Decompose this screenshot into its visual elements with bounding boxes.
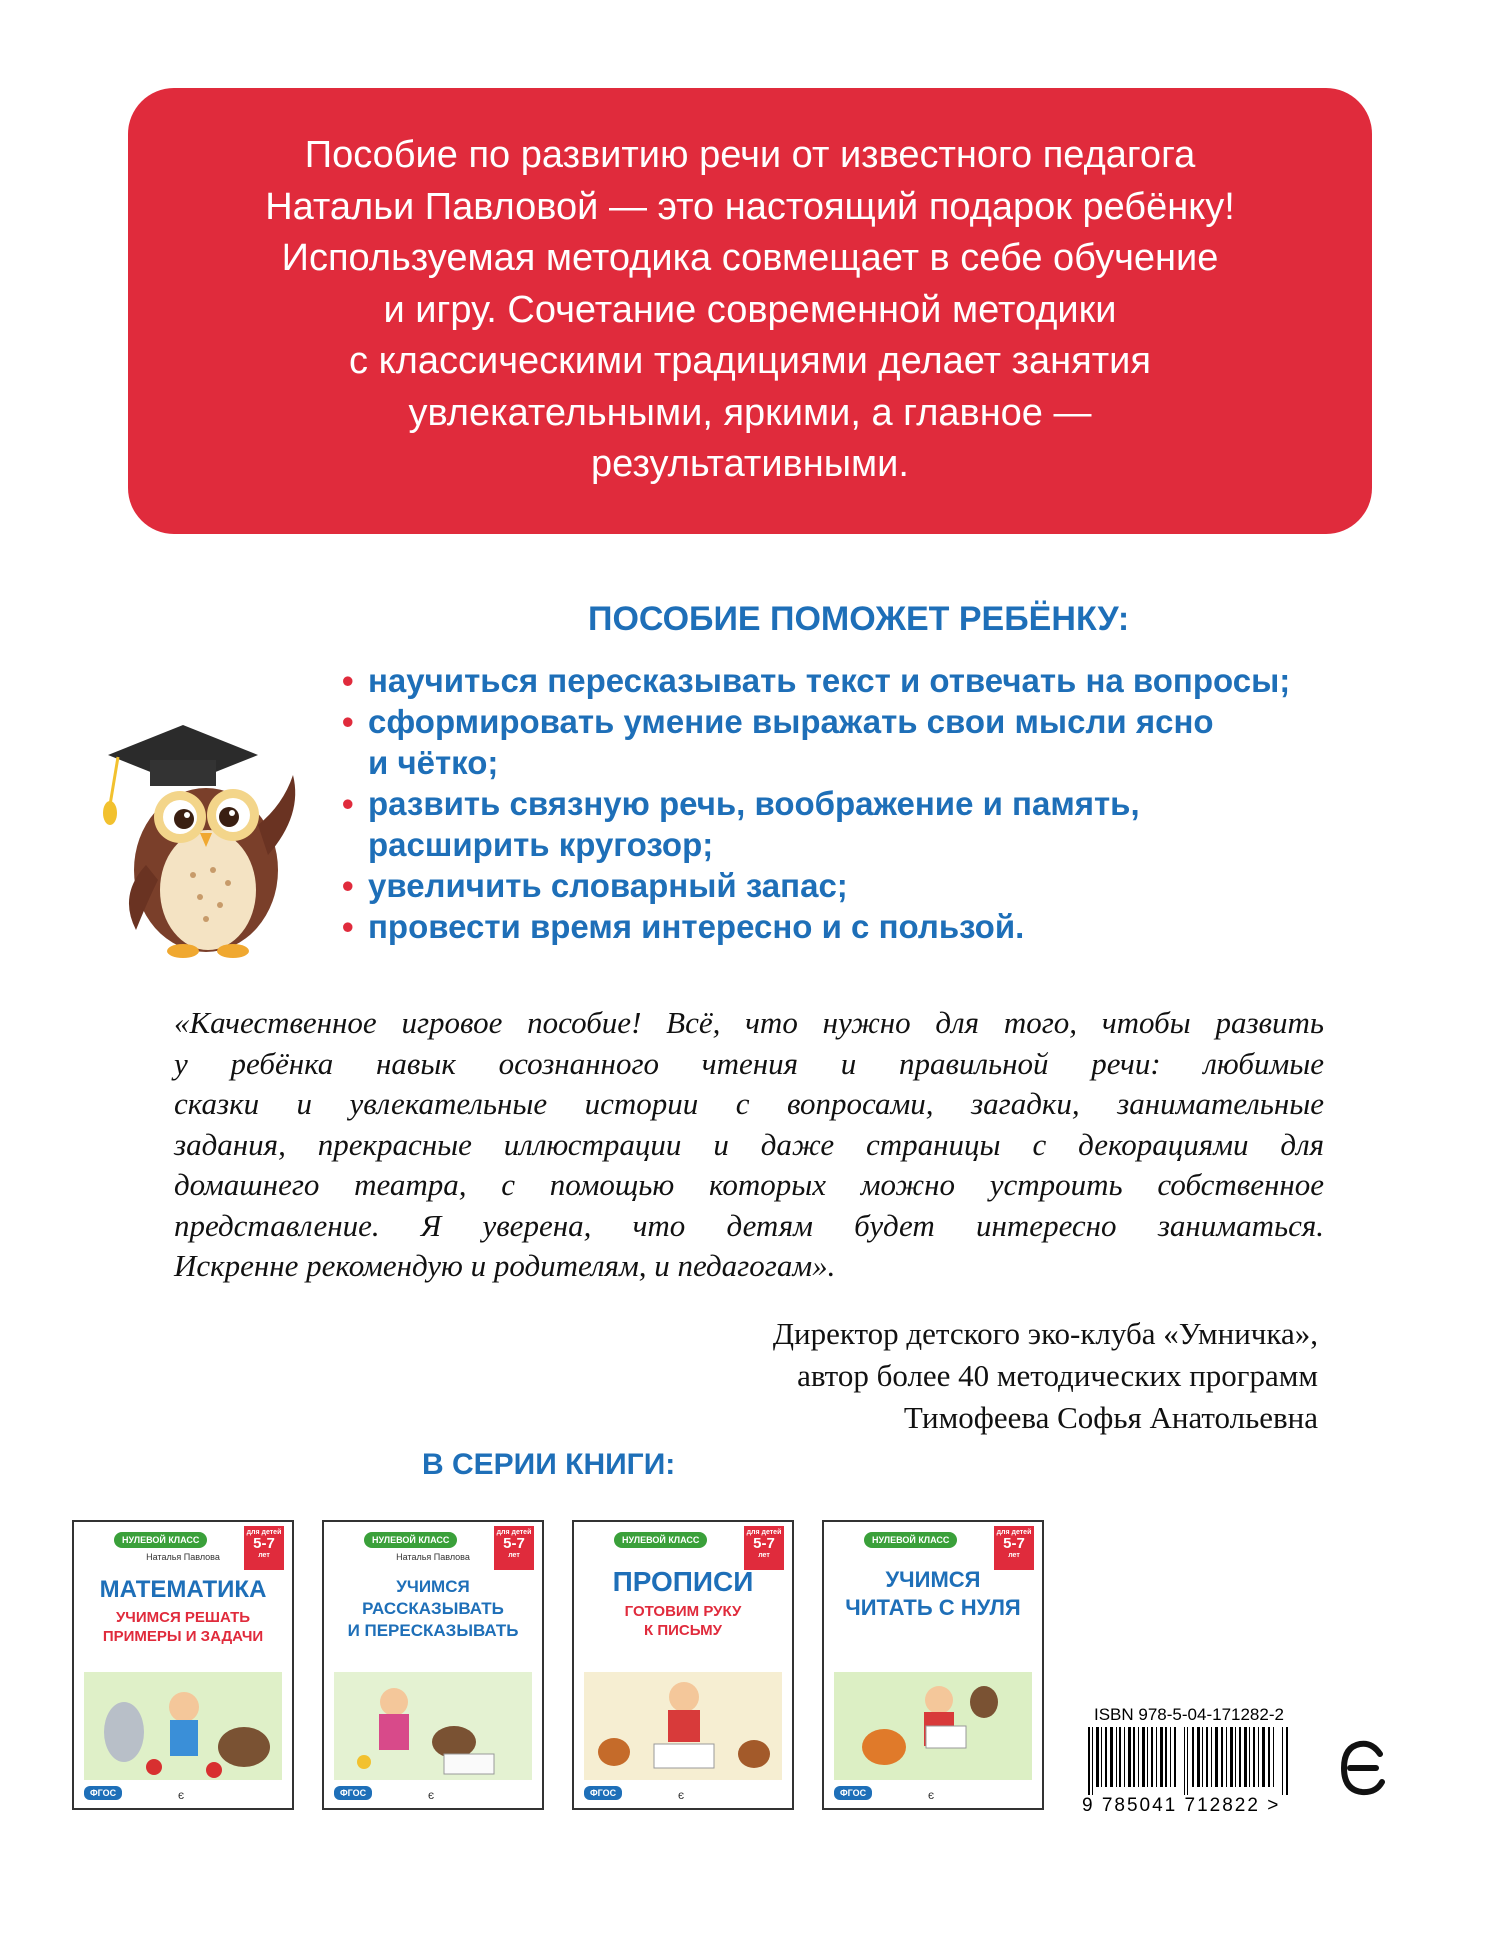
age-range: 5-7 <box>253 1535 275 1552</box>
age-badge <box>744 1526 784 1570</box>
benefit-text: расширить кругозор; <box>368 826 714 863</box>
help-heading: ПОСОБИЕ ПОМОЖЕТ РЕБЁНКУ: <box>588 600 1130 638</box>
intro-line: Используемая методика совмещает в себе обучение <box>281 237 1219 279</box>
book-cover-math[interactable] <box>72 1520 294 1810</box>
benefit-item <box>342 906 1382 947</box>
benefit-text: сформировать умение выражать свои мысли ясно <box>368 703 1214 740</box>
intro-line: Пособие по развитию речи от известного педагога <box>304 134 1196 176</box>
age-top: для детей <box>996 1529 1032 1536</box>
quote-line: задания, прекрасные иллюстрации и даже страницы с декорациями для <box>174 1126 1324 1162</box>
benefit-item <box>342 660 1382 701</box>
review-quote <box>174 1003 1324 1287</box>
bullet-dot: • <box>342 867 354 904</box>
publisher-logo-icon <box>1336 1738 1388 1798</box>
fgos-badge: ФГОС <box>834 1786 872 1800</box>
book-title-line: МАТЕМАТИКА <box>99 1576 267 1603</box>
book-illustration <box>84 1672 282 1780</box>
quote-line: «Качественное игровое пособие! Всё, что нужно для того, чтобы развить <box>174 1005 1324 1040</box>
age-badge <box>494 1526 534 1570</box>
intro-line: и игру. Сочетание современной методики <box>383 288 1117 331</box>
age-bottom: лет <box>508 1552 520 1559</box>
grade-badge: НУЛЕВОЙ КЛАСС <box>614 1532 707 1548</box>
fgos-badge: ФГОС <box>84 1786 122 1800</box>
book-title-line: РАССКАЗЫВАТЬ <box>362 1599 504 1618</box>
book-subtitle <box>74 1608 292 1646</box>
book-cover-retelling[interactable] <box>322 1520 544 1810</box>
benefit-item <box>342 783 1382 865</box>
benefit-text: развить связную речь, воображение и память, <box>368 785 1140 822</box>
quote-line: сказки и увлекательные истории с вопросами, загадки, занимательные <box>174 1086 1324 1121</box>
fgos-badge: ФГОС <box>334 1786 372 1800</box>
quote-line: домашнего театра, с помощью которых можно устроить собственное <box>174 1167 1324 1202</box>
benefit-text: увеличить словарный запас; <box>368 867 848 904</box>
bullet-dot: • <box>342 785 354 822</box>
book-subtitle-line: УЧИМСЯ РЕШАТЬ <box>115 1609 251 1626</box>
bullet-dot: • <box>342 703 354 740</box>
age-badge <box>244 1526 284 1570</box>
age-bottom: лет <box>258 1552 270 1559</box>
book-title-line: ЧИТАТЬ С НУЛЯ <box>845 1595 1021 1620</box>
book-illustration <box>834 1672 1032 1780</box>
book-title <box>324 1576 542 1642</box>
age-top: для детей <box>746 1529 782 1536</box>
age-range: 5-7 <box>753 1535 775 1552</box>
publisher-mark-icon: є <box>428 1788 435 1802</box>
book-illustration <box>584 1672 782 1780</box>
intro-line: увлекательными, яркими, а главное — <box>408 391 1092 434</box>
intro-line: с классическими традициями делает занятия <box>349 340 1151 382</box>
book-subtitle <box>574 1602 792 1640</box>
book-title <box>574 1566 792 1598</box>
age-bottom: лет <box>1008 1552 1020 1559</box>
fgos-badge: ФГОС <box>584 1786 622 1800</box>
intro-box <box>128 88 1372 534</box>
series-heading: В СЕРИИ КНИГИ: <box>422 1448 676 1481</box>
signature-line: Директор детского эко-клуба «Умничка», <box>772 1316 1318 1351</box>
owl-illustration <box>88 705 318 965</box>
bullet-dot: • <box>342 908 354 945</box>
benefit-item <box>342 865 1382 906</box>
intro-line: результативными. <box>591 443 909 485</box>
benefit-text: провести время интересно и с пользой. <box>368 908 1025 945</box>
book-author: Наталья Павлова <box>396 1552 470 1562</box>
book-cover-propisi[interactable] <box>572 1520 794 1810</box>
age-badge <box>994 1526 1034 1570</box>
benefit-text: и чётко; <box>368 744 499 781</box>
barcode-digits: 9 785041 712822 > <box>1082 1795 1281 1816</box>
book-subtitle-line: ГОТОВИМ РУКУ <box>624 1603 742 1620</box>
book-subtitle-line: ПРИМЕРЫ И ЗАДАЧИ <box>102 1628 264 1645</box>
age-top: для детей <box>496 1529 532 1536</box>
book-title <box>74 1576 292 1604</box>
bullet-dot: • <box>342 662 354 699</box>
book-subtitle-line: К ПИСЬМУ <box>644 1622 722 1639</box>
age-range: 5-7 <box>503 1535 525 1552</box>
book-title-line: ПРОПИСИ <box>612 1566 754 1597</box>
publisher-mark-icon: є <box>928 1788 935 1802</box>
book-title-line: УЧИМСЯ <box>396 1577 470 1596</box>
grade-badge: НУЛЕВОЙ КЛАСС <box>114 1532 207 1548</box>
quote-line: Искренне рекомендую и родителям, и педагогам». <box>174 1248 836 1283</box>
barcode-icon <box>1088 1727 1290 1795</box>
intro-line: Натальи Павловой — это настоящий подарок ребёнку! <box>265 185 1235 228</box>
benefits-list <box>342 660 1382 947</box>
isbn-label: ISBN 978-5-04-171282-2 <box>1094 1705 1284 1724</box>
book-cover-reading[interactable] <box>822 1520 1044 1810</box>
book-title <box>824 1566 1042 1622</box>
age-top: для детей <box>246 1529 282 1536</box>
age-bottom: лет <box>758 1552 770 1559</box>
publisher-mark-icon: є <box>178 1788 185 1802</box>
grade-badge: НУЛЕВОЙ КЛАСС <box>364 1532 457 1548</box>
publisher-mark-icon: є <box>678 1788 685 1802</box>
quote-line: представление. Я уверена, что детям будет интересно заниматься. <box>174 1207 1324 1243</box>
benefit-item <box>342 701 1382 783</box>
signature-line: Тимофеева Софья Анатольевна <box>903 1400 1318 1435</box>
book-author: Наталья Павлова <box>146 1552 220 1562</box>
book-illustration <box>334 1672 532 1780</box>
grade-badge: НУЛЕВОЙ КЛАСС <box>864 1532 957 1548</box>
book-title-line: И ПЕРЕСКАЗЫВАТЬ <box>347 1621 519 1640</box>
quote-line: у ребёнка навык осознанного чтения и правильной речи: любимые <box>174 1045 1324 1081</box>
book-title-line: УЧИМСЯ <box>885 1567 981 1592</box>
signature-line: автор более 40 методических программ <box>797 1358 1318 1393</box>
benefit-text: научиться пересказывать текст и отвечать на вопросы; <box>368 662 1291 699</box>
review-signature <box>773 1313 1318 1439</box>
age-range: 5-7 <box>1003 1535 1025 1552</box>
